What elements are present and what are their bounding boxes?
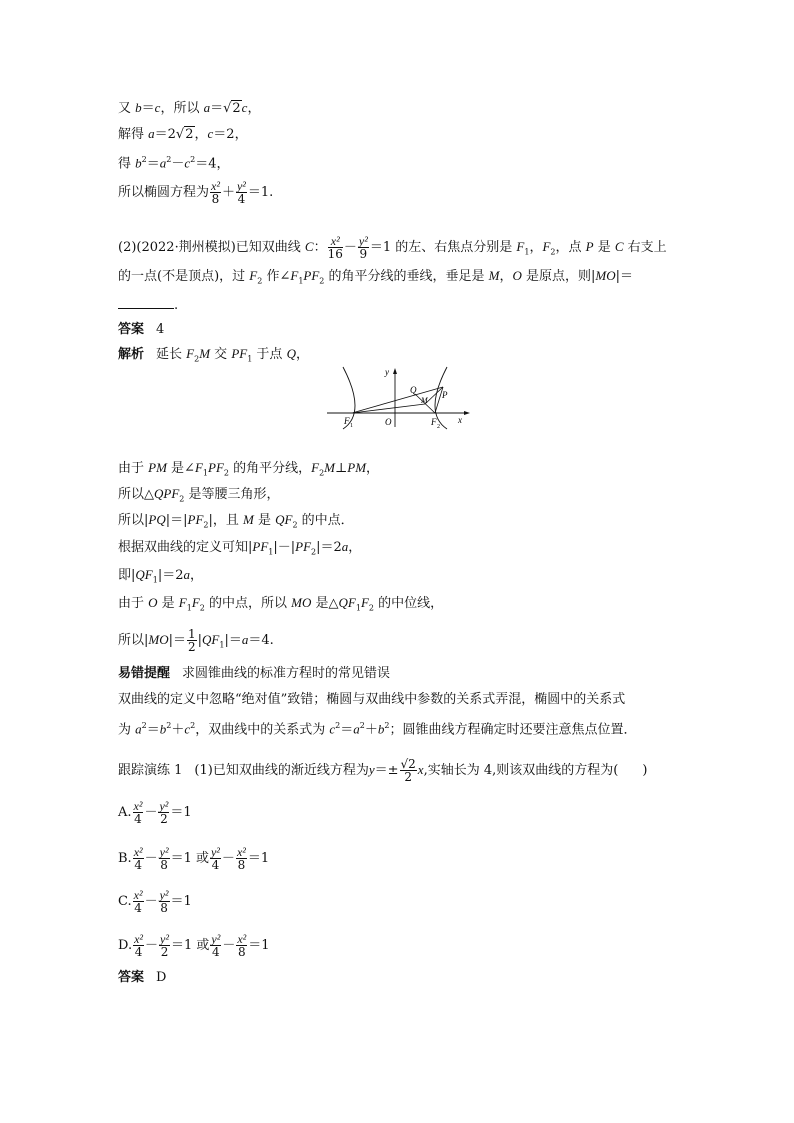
exercise-label: 跟踪演练 1 (118, 763, 183, 778)
var: F (516, 239, 525, 254)
fraction (358, 235, 369, 260)
label-f2: F (431, 417, 437, 427)
var: C (614, 239, 624, 254)
denominator: 2 (404, 770, 412, 784)
denominator: 9 (359, 247, 368, 261)
numerator: y² (160, 932, 169, 946)
sup: 2 (166, 155, 172, 164)
sup: 2 (141, 721, 147, 730)
option-a[interactable] (118, 800, 192, 825)
text: 由于 (118, 461, 149, 476)
sup: 2 (166, 721, 172, 730)
sub: 2 (194, 354, 200, 364)
fraction (187, 628, 197, 653)
fraction (133, 846, 144, 871)
var: M (488, 268, 500, 283)
numerator: y² (159, 845, 169, 859)
var: c (329, 721, 336, 737)
var: PF (295, 539, 312, 554)
solution-step (118, 595, 443, 617)
text: 得 (118, 156, 136, 172)
option-label: D. (118, 938, 133, 953)
fraction (210, 933, 221, 958)
sup: 2 (141, 155, 147, 164)
var: M (243, 512, 254, 527)
var: F (191, 595, 200, 610)
text: ＝ (340, 722, 354, 738)
text: 解得 (118, 127, 149, 142)
var: F (311, 460, 320, 475)
numerator: y² (358, 234, 368, 248)
sub: 2 (199, 603, 205, 613)
var: PM (347, 460, 367, 475)
answer-value: D (156, 970, 167, 985)
numerator: y² (210, 845, 220, 859)
sub: 1 (247, 354, 253, 364)
answer-line (118, 322, 164, 338)
sub: 2 (179, 494, 185, 504)
var: x (417, 762, 424, 777)
text: ， (189, 568, 203, 583)
var: b (377, 721, 385, 737)
var: b (159, 721, 167, 737)
var: c (241, 100, 248, 115)
text: |＝2 (157, 568, 184, 583)
var: O (148, 595, 158, 610)
var: Q (286, 346, 296, 361)
var: P (585, 239, 594, 254)
text: ， (499, 269, 513, 284)
text: － (145, 938, 159, 953)
y-axis-arrow (393, 368, 397, 374)
text: ＝1 或 (170, 938, 210, 953)
var: a (148, 126, 155, 141)
text: 右支上 (623, 240, 667, 255)
text: . (174, 298, 179, 313)
text: ) (642, 763, 648, 778)
text: 是 (253, 513, 276, 528)
var: F (360, 595, 369, 610)
text: ＋ (171, 722, 185, 738)
fraction (210, 180, 221, 205)
answer-value: 4 (156, 322, 165, 337)
text: ；圆锥曲线方程确定时还要注意焦点位置． (389, 722, 637, 738)
sub: 1 (355, 603, 361, 613)
solution-step (118, 628, 274, 654)
sub: 2 (292, 520, 298, 530)
option-c[interactable] (118, 889, 192, 914)
var: b (135, 155, 142, 171)
var: F (186, 346, 195, 361)
text: ＝1 或 (170, 851, 209, 866)
var: MO (595, 268, 616, 283)
text: 的一点(不是顶点)，过 (118, 269, 250, 284)
var: QPF (154, 486, 180, 501)
sub: 1 (202, 468, 208, 478)
denominator: 4 (237, 192, 246, 206)
option-label: C. (118, 894, 132, 909)
text: ＝1 (170, 894, 192, 909)
var: M (324, 460, 336, 475)
label-f1-sub: 1 (350, 423, 353, 429)
text: 是 (157, 596, 179, 611)
text: (1)已知双曲线的渐近线方程为 (194, 763, 369, 778)
var: PF (231, 346, 248, 361)
numerator: y² (211, 932, 221, 946)
answer-label: 答案 (118, 970, 145, 985)
text-line (118, 126, 248, 143)
sub: 2 (223, 468, 229, 478)
solution-step (118, 460, 379, 482)
sub: 1 (298, 276, 304, 286)
text: ＝ (210, 101, 224, 116)
label-o: O (385, 417, 392, 427)
var: PF (303, 268, 320, 283)
numerator: x² (133, 799, 143, 813)
text: － (171, 156, 185, 172)
var: F (249, 268, 258, 283)
x-axis-arrow (464, 411, 470, 415)
fraction (236, 933, 247, 958)
text: － (144, 894, 158, 909)
text: 的角平分线， (228, 461, 312, 476)
numerator: y² (159, 888, 169, 902)
answer-label: 答案 (118, 322, 145, 337)
answer-blank (118, 296, 174, 309)
text-line (118, 180, 273, 205)
text: ， (366, 461, 380, 476)
sub: 1 (268, 547, 274, 557)
var: a (203, 100, 211, 115)
numerator: 1 (188, 627, 196, 641)
var: PM (148, 460, 167, 475)
text: ＝± (374, 763, 399, 778)
option-label: B. (118, 851, 132, 866)
denominator: 2 (160, 945, 169, 959)
sup: 2 (190, 155, 196, 164)
var: c (154, 100, 161, 115)
text: － (221, 851, 235, 866)
numerator: x² (133, 888, 143, 902)
text: ＝ (146, 156, 160, 172)
fraction (133, 889, 144, 914)
text: |＝| (165, 513, 188, 528)
var: QF (338, 595, 356, 610)
var: PQ (148, 512, 166, 527)
solution-step (118, 486, 280, 508)
var: PF (208, 460, 224, 475)
fraction (210, 846, 221, 871)
sub: 2 (257, 276, 263, 286)
sup: 2 (190, 721, 196, 730)
text: ， (295, 347, 309, 362)
var: a (353, 721, 360, 737)
fraction (236, 180, 247, 205)
text-line (118, 100, 260, 117)
sub: 2 (550, 247, 556, 257)
text: 所以△ (118, 487, 154, 502)
denominator: 2 (188, 640, 196, 654)
text: ,实轴长为 4,则该双曲线的方程为( (423, 763, 619, 778)
denominator: 8 (160, 858, 168, 872)
var: O (512, 268, 522, 283)
hyperbola-figure (325, 365, 475, 430)
text: ＝2， (213, 127, 248, 142)
warning-label: 易错提醒 (118, 666, 171, 681)
text: ＝ (141, 101, 155, 116)
var: y (368, 762, 375, 777)
text: ＋ (221, 185, 235, 200)
solution-label: 解析 (118, 347, 145, 362)
text: (2)(2022·荆州模拟)已知双曲线 (118, 240, 305, 255)
fraction (158, 800, 169, 825)
text: 作∠ (262, 269, 291, 284)
warning-text (118, 718, 636, 738)
text: ，点 (555, 240, 586, 255)
fraction (133, 800, 144, 825)
label-x: x (458, 415, 462, 425)
text: 双曲线的定义中忽略“绝对值”致错；椭圆与双曲线中参数的关系式弄混，椭圆中的关系式 (118, 692, 626, 707)
text: 的中点，所以 (204, 596, 292, 611)
denominator: 4 (134, 945, 143, 959)
text: |，且 (208, 513, 243, 528)
text: 即| (118, 568, 136, 583)
solution-line (118, 346, 309, 368)
var: c (184, 155, 191, 171)
fraction (159, 933, 170, 958)
text: 又 (118, 101, 136, 116)
sqrt-sign: √ (223, 101, 232, 116)
denominator: 8 (211, 192, 220, 206)
solution-step (118, 539, 361, 561)
var: F (290, 268, 299, 283)
text: 于点 (252, 347, 287, 362)
solution-step (118, 512, 354, 534)
var: c (207, 126, 214, 141)
var: QF (135, 567, 153, 582)
text: 由于 (118, 596, 149, 611)
sub: 2 (368, 603, 374, 613)
text: ＝4， (195, 156, 230, 172)
text: 的中位线， (374, 596, 444, 611)
var: F (542, 239, 551, 254)
fraction (400, 758, 417, 783)
text: ， (529, 240, 543, 255)
var: M (199, 346, 211, 361)
option-d[interactable] (118, 933, 270, 958)
text: ， (348, 540, 362, 555)
denominator: 16 (327, 247, 343, 261)
text: |＝ (615, 269, 634, 284)
text: 为 (118, 722, 136, 738)
sup: 2 (384, 721, 390, 730)
radicand: 2 (185, 127, 194, 142)
warning-line (118, 666, 390, 682)
text: 是等腰三角形， (184, 487, 280, 502)
var: MO (148, 632, 169, 647)
var: a (135, 721, 142, 737)
numerator: x² (134, 932, 144, 946)
option-b[interactable] (118, 846, 269, 871)
text: |＝ (224, 633, 242, 648)
numerator: y² (159, 799, 169, 813)
sub: 2 (203, 520, 209, 530)
text: ＝1 (248, 938, 270, 953)
fraction (159, 846, 170, 871)
text: 是△ (311, 596, 339, 611)
label-p: P (442, 390, 448, 400)
text: 所以| (118, 633, 149, 648)
numerator: x² (237, 932, 247, 946)
sub: 1 (152, 575, 158, 585)
sup: 2 (335, 721, 341, 730)
text: |＝ (168, 633, 186, 648)
text: 的中点． (297, 513, 354, 528)
question-line (118, 268, 633, 290)
label-f2-sub: 2 (437, 424, 440, 430)
text: ＝1. (247, 185, 274, 200)
label-q: Q (410, 385, 417, 395)
text: － (144, 805, 158, 820)
label-m: M (421, 396, 428, 405)
question-line (118, 235, 667, 261)
text: 交 (210, 347, 232, 362)
text: |＝2 (316, 540, 342, 555)
var: F (194, 460, 203, 475)
var: MO (291, 595, 312, 610)
sub: 1 (524, 247, 530, 257)
var: C (304, 239, 314, 254)
text: 是∠ (166, 461, 195, 476)
text: |－| (273, 540, 296, 555)
text: － (222, 938, 236, 953)
var: PF (252, 539, 269, 554)
fraction (159, 889, 170, 914)
answer-line (118, 970, 166, 986)
text-line (118, 152, 230, 172)
text: 是 (593, 240, 615, 255)
var: b (135, 100, 142, 115)
var: a (183, 567, 190, 582)
denominator: 8 (160, 901, 168, 915)
var: F (178, 595, 187, 610)
sub: 2 (311, 547, 317, 557)
numerator: x² (133, 845, 143, 859)
text: ＝1 (247, 851, 270, 866)
denominator: 4 (134, 901, 142, 915)
exercise-line (118, 758, 647, 783)
text: ＝4. (248, 633, 274, 648)
numerator: x² (236, 845, 246, 859)
sub: 2 (319, 468, 325, 478)
numerator: √2 (400, 757, 416, 771)
fraction (328, 235, 343, 260)
warning-title: 求圆锥曲线的标准方程时的常见错误 (182, 666, 391, 681)
label-y: y (385, 367, 389, 377)
sub: 1 (186, 603, 192, 613)
text: 根据双曲线的定义可知| (118, 540, 253, 555)
var: a (341, 539, 349, 554)
text: ＝ (146, 722, 160, 738)
warning-text (118, 692, 625, 708)
fraction (133, 933, 144, 958)
answer-blank-line (118, 296, 178, 314)
text: ， (247, 101, 261, 116)
text: 所以椭圆方程为 (118, 185, 210, 200)
var: a (241, 632, 249, 647)
text: － (144, 851, 158, 866)
var: c (184, 721, 191, 737)
radicand: 2 (232, 101, 241, 116)
denominator: 2 (160, 812, 168, 826)
text: ，双曲线中的关系式为 (195, 722, 330, 738)
denominator: 8 (237, 858, 246, 872)
fraction (236, 846, 247, 871)
var: a (159, 155, 167, 171)
var: PF (187, 512, 204, 527)
solution-step (118, 567, 203, 589)
numerator: x² (211, 179, 220, 193)
sub: 2 (319, 276, 325, 286)
var: QF (275, 512, 293, 527)
denominator: 4 (134, 812, 142, 826)
text: － (343, 240, 357, 255)
text: ＝1 (170, 805, 192, 820)
text: ＝2 (154, 127, 176, 142)
sup: 2 (359, 721, 365, 730)
text: ＋ (364, 722, 378, 738)
numerator: x² (328, 235, 343, 248)
text: ⊥ (335, 461, 348, 476)
text: ， (194, 127, 208, 142)
text: 延长 (156, 347, 187, 362)
label-f1: F (344, 416, 350, 426)
text: 所以| (118, 513, 149, 528)
denominator: 8 (237, 945, 246, 959)
sqrt-sign: √ (175, 127, 185, 142)
numerator: y² (236, 179, 246, 193)
text: 的角平分线的垂线，垂足是 (324, 269, 489, 284)
denominator: 4 (211, 858, 220, 872)
denominator: 4 (134, 858, 142, 872)
denominator: 4 (212, 945, 220, 959)
text: ： (313, 240, 327, 255)
option-label: A. (118, 805, 132, 820)
var: QF (202, 632, 220, 647)
text: | (197, 633, 203, 648)
text: ＝1 的左、右焦点分别是 (369, 240, 517, 255)
text: ，所以 (160, 101, 204, 116)
text: 是原点，则| (521, 269, 596, 284)
segment-pm (352, 404, 425, 413)
sub: 1 (219, 640, 225, 650)
